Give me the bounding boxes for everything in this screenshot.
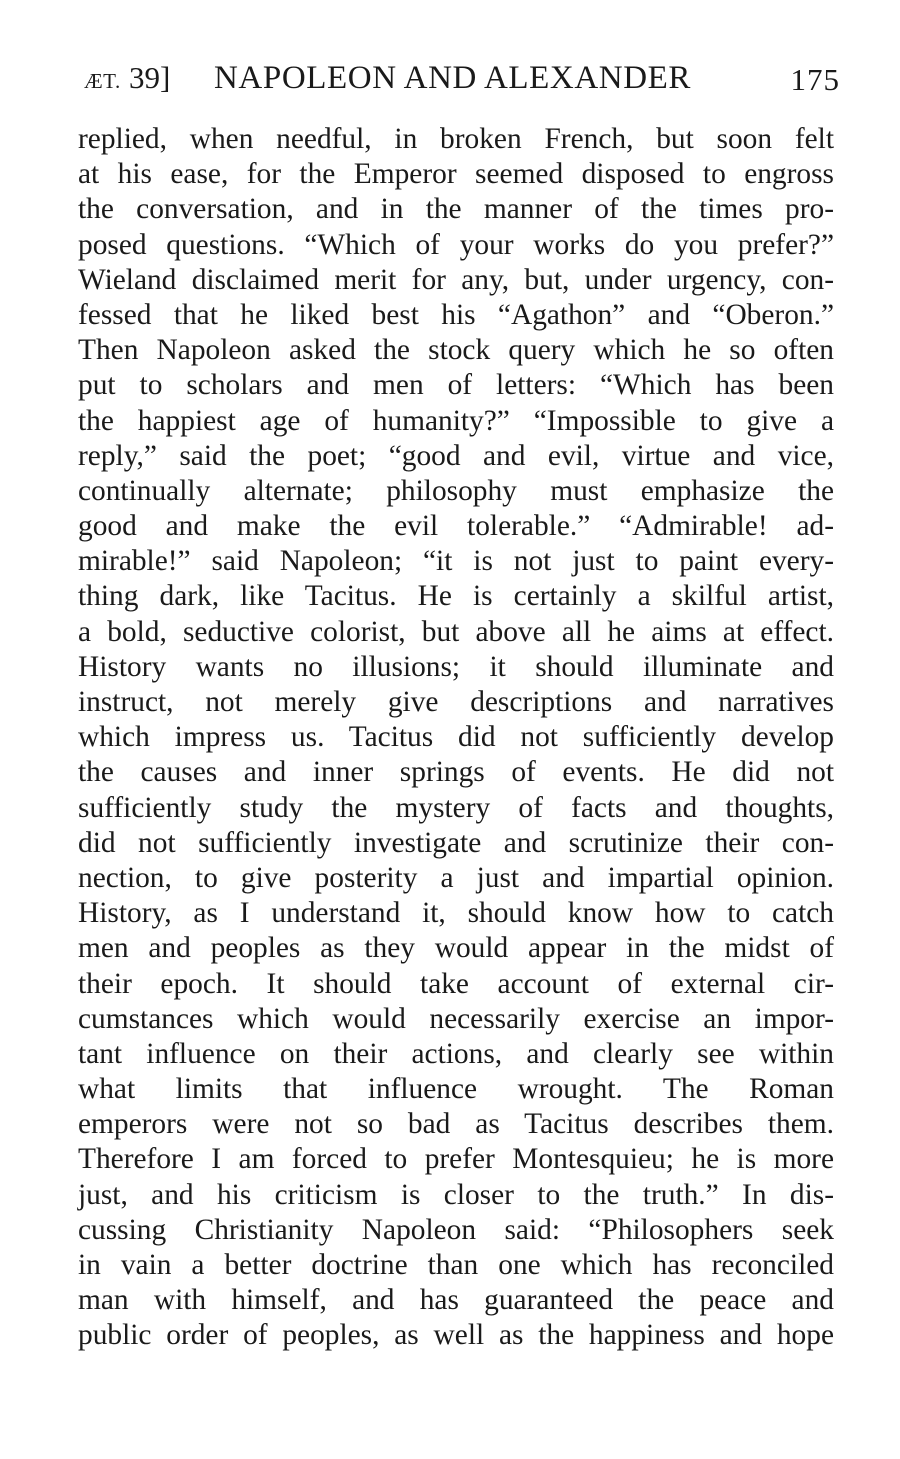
- text-line: posed questions. “Which of your works do you prefer?”: [78, 228, 834, 261]
- text-line: History wants no illusions; it should illuminate and: [78, 650, 834, 683]
- text-line: the happiest age of humanity?” “Impossible to give a: [78, 404, 834, 437]
- text-line: cumstances which would necessarily exercise an impor-: [78, 1002, 834, 1035]
- text-line: men and peoples as they would appear in the midst of: [78, 932, 834, 965]
- text-line: which impress us. Tacitus did not sufficiently develop: [78, 721, 834, 754]
- text-line: in vain a better doctrine than one which has reconciled: [78, 1249, 834, 1281]
- text-line: at his ease, for the Emperor seemed disposed to engross: [78, 158, 834, 191]
- text-line: Therefore I am forced to prefer Montesquieu; he is more: [78, 1143, 834, 1176]
- text-line: Wieland disclaimed merit for any, but, under urgency, con-: [78, 263, 834, 296]
- text-line: what limits that influence wrought. The Roman: [78, 1073, 834, 1106]
- running-head: [78, 56, 840, 100]
- text-line: thing dark, like Tacitus. He is certainly a skilful artist,: [78, 580, 834, 613]
- text-line: sufficiently study the mystery of facts and thoughts,: [78, 791, 834, 824]
- text-line: emperors were not so bad as Tacitus describes them.: [78, 1108, 834, 1141]
- text-line: good and make the evil tolerable.” “Admirable! ad-: [78, 510, 834, 543]
- text-line: did not sufficiently investigate and scrutinize their con-: [78, 826, 834, 859]
- running-title: NAPOLEON AND ALEXANDER: [214, 60, 692, 96]
- text-line: public order of peoples, as well as the happiness and hope: [78, 1319, 834, 1352]
- page-number: 175: [790, 62, 840, 97]
- text-line: tant influence on their actions, and clearly see within: [78, 1037, 834, 1070]
- text-line: Then Napoleon asked the stock query which he so often: [78, 334, 834, 367]
- text-line: nection, to give posterity a just and impartial opinion.: [78, 861, 834, 894]
- text-line: History, as I understand it, should know how to catch: [78, 897, 834, 930]
- text-line: man with himself, and has guaranteed the peace and: [78, 1284, 834, 1317]
- text-line: fessed that he liked best his “Agathon” and “Oberon.”: [78, 298, 834, 331]
- text-line: put to scholars and men of letters: “Which has been: [78, 369, 834, 402]
- text-line: the conversation, and in the manner of the times pro-: [78, 193, 834, 226]
- text-line: cussing Christianity Napoleon said: “Philosophers seek: [78, 1213, 834, 1246]
- body-text: [78, 122, 834, 1354]
- text-line: just, and his criticism is closer to the truth.” In dis-: [78, 1178, 834, 1211]
- text-line: their epoch. It should take account of external cir-: [78, 967, 834, 1000]
- text-line: instruct, not merely give descriptions and narratives: [78, 686, 834, 718]
- text-line: reply,” said the poet; “good and evil, virtue and vice,: [78, 439, 834, 472]
- text-line: continually alternate; philosophy must emphasize the: [78, 474, 834, 507]
- text-line: a bold, seductive colorist, but above all he aims at effect.: [78, 615, 834, 648]
- text-line: the causes and inner springs of events. He did not: [78, 756, 834, 789]
- text-line: replied, when needful, in broken French, but soon felt: [78, 123, 834, 155]
- text-line: mirable!” said Napoleon; “it is not just to paint every-: [78, 545, 834, 578]
- aet-abbreviation: ÆT.: [84, 69, 121, 93]
- chapter-age-marker: [84, 56, 170, 103]
- age-number: 39]: [128, 60, 171, 95]
